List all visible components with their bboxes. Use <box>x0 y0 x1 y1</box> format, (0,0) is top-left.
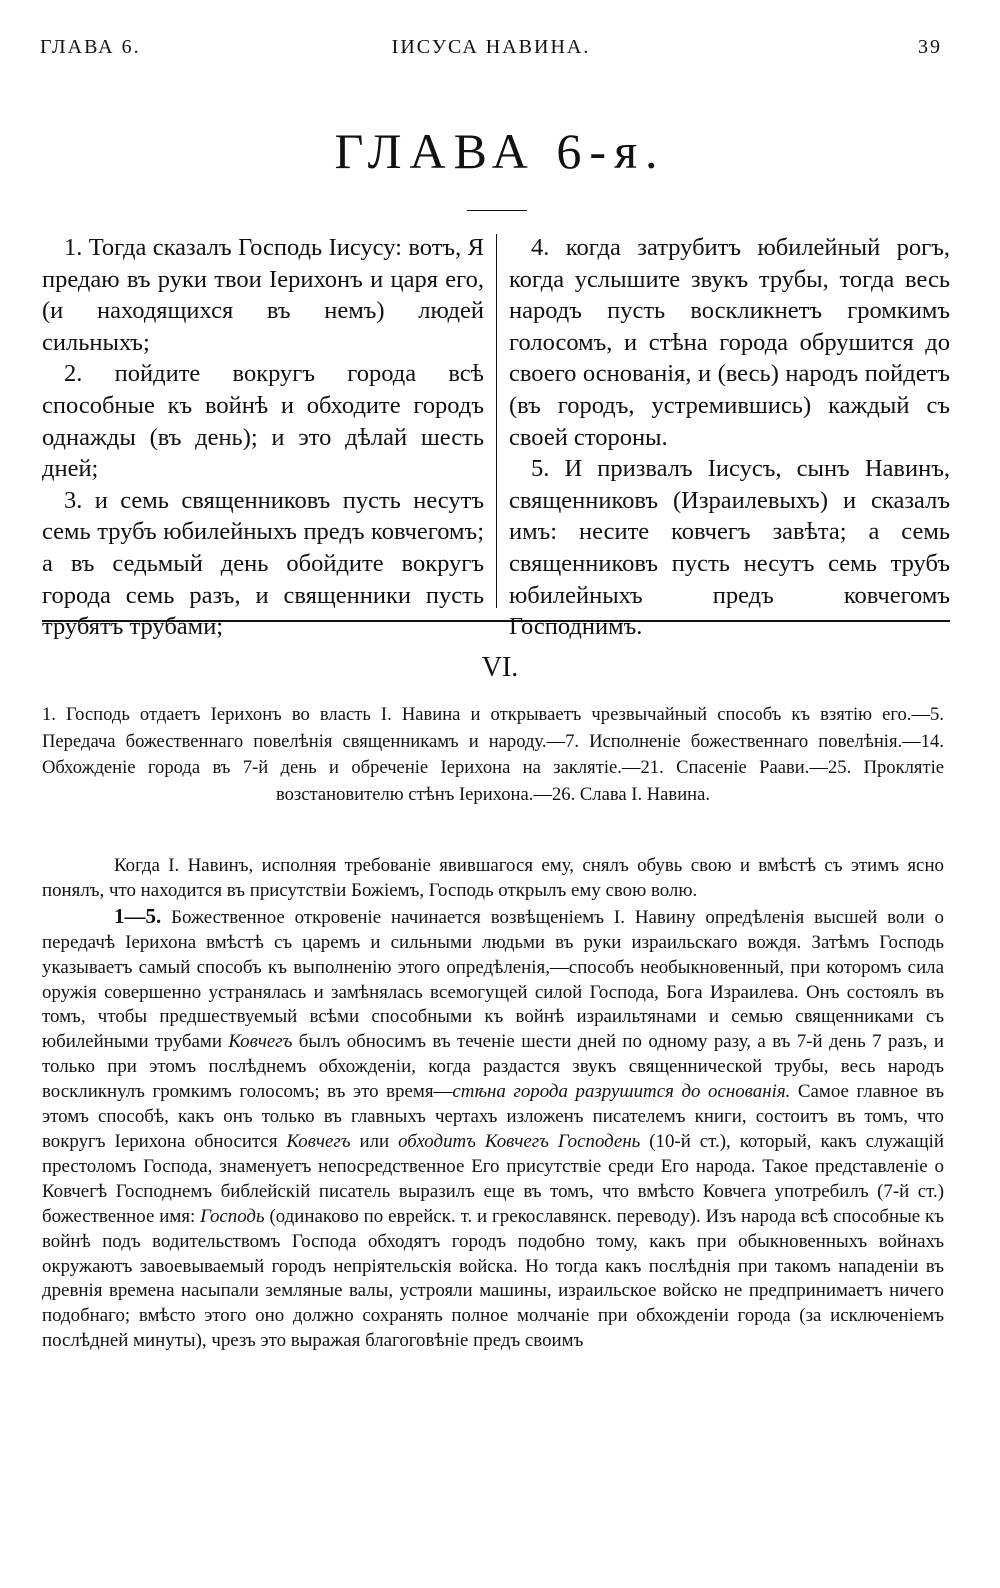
verse-reference: 1—5. <box>114 903 162 928</box>
running-head-book: ІИСУСА НАВИНА. <box>391 36 591 58</box>
title-rule <box>467 210 527 211</box>
verse-1: 1. Тогда сказалъ Господь Іисусу: вотъ, Я предаю въ руки твои Іерихонъ и царя его, (и находящихся въ немъ) людей сильныхъ; <box>42 234 484 356</box>
commentary-italic: обходитъ Ковчегъ Господень <box>398 1130 641 1152</box>
commentary-italic: Ковчегъ <box>228 1031 293 1053</box>
commentary-italic: Ковчегъ <box>286 1130 351 1152</box>
commentary-text: Самое главное въ этомъ способѣ, какъ онъ только въ главныхъ чертахъ изложенъ писателемъ книги, состоитъ въ томъ, что вокругъ Іерихона обносится <box>42 1081 945 1152</box>
commentary-intro: Когда І. Навинъ, исполняя требованіе явившагося ему, снялъ обувь свою и вмѣстѣ съ этимъ ясно понялъ, что находится въ присутствіи Божіемъ, Господь открылъ ему свою волю. <box>42 855 944 901</box>
commentary-text: (одинаково по еврейск. т. и грекославянск. переводу). Изъ народа всѣ способные къ войнѣ подъ водительствомъ Господа обходятъ городъ подобно тому, какъ при обыкновенныхъ войнахъ окружаютъ завоевываемый городъ непріятельскія войска. Но тогда какъ послѣднія при такомъ нападеніи въ древнія времена насыпали земляные валы, устрояли машины, израильское войско не предпринимаетъ ничего подобнаго; вмѣсто этого оно должно сохранять полное молчаніе при обхожденіи города (за исключеніемъ послѣдней минуты), чрезъ это выражая благоговѣніе предъ своимъ <box>42 1205 945 1352</box>
commentary-text: или <box>350 1130 399 1152</box>
running-head-chapter: ГЛАВА 6. <box>40 36 141 58</box>
scripture-columns <box>42 232 950 641</box>
section-number: VI. <box>481 652 519 683</box>
verse-5: 5. И призвалъ Іисусъ, сынъ Навинъ, священниковъ (Израилевыхъ) и сказалъ имъ: несите ковчегъ завѣта; а семь священниковъ пусть несутъ семь трубъ юбилейныхъ предъ ковчегомъ Господнимъ. <box>509 455 950 641</box>
page-number: 39 <box>918 36 942 58</box>
running-head <box>40 36 942 66</box>
chapter-summary: 1. Господь отдаетъ Іерихонъ во власть І. Навина и открываетъ чрезвычайный способъ къ взятію его.—5. Передача божественнаго повелѣнія священникамъ и народу.—7. Исполненіе божественнаго повелѣнія.—14. Обхожденіе города въ 7-й день и обреченіе Іерихона на заклятіе.—21. Спасеніе Раави.—25. Проклятіе возстановителю стѣнъ Іерихона.—26. Слава І. Навина. <box>42 704 944 805</box>
scripture-column-right <box>509 232 950 643</box>
column-divider <box>496 234 497 608</box>
verse-3: 3. и семь священниковъ пусть несутъ семь трубъ юбилейныхъ предъ ковчегомъ; а въ седьмый день обойдите вокругъ города семь разъ, и священники пусть трубятъ трубами; <box>42 486 484 641</box>
commentary-text: Божественное откровеніе начинается возвѣщеніемъ І. Навину опредѣленія высшей воли о передачѣ Іерихона вмѣстѣ съ царемъ и сильными людьми въ руки израильскаго вождя. Затѣмъ Господь указываетъ самый способъ къ выполненію этого опредѣленія,—способъ необыкновенный, при которомъ сила оружія совершенно устранялась и замѣнялась всемогущей силой Господа, Бога Израилева. Онъ состоялъ въ томъ, чтобы предшествуемый всѣми способными къ войнѣ израильтянами и семью священниками съ юбилейными трубами <box>42 906 944 1053</box>
commentary-paragraph <box>42 904 944 1354</box>
commentary-text: былъ обносимъ въ теченіе шести дней по одному разу, а въ 7-й день 7 разъ, и только при этомъ послѣднемъ обхожденіи, когда раздастся звукъ священнической трубы, весь народъ воскликнулъ громкимъ голосомъ; въ это время— <box>42 1031 944 1103</box>
commentary-italic: стѣна города разрушится до основанія. <box>452 1081 791 1103</box>
commentary-italic: Господь <box>200 1205 265 1227</box>
commentary <box>42 854 944 1354</box>
chapter-title: ГЛАВА 6-я. <box>334 123 666 179</box>
verse-4: 4. когда затрубитъ юбилейный рогъ, когда услышите звукъ трубы, тогда весь народъ пусть воскликнетъ громкимъ голосомъ, и стѣна города обрушится до своего основанія, и (весь) народъ пойдетъ (въ городъ, устремившись) каждый съ своей стороны. <box>509 234 950 451</box>
verse-2: 2. пойдите вокругъ города всѣ способные къ войнѣ и обходите городъ однажды (въ день); и это дѣлай шесть дней; <box>42 360 484 483</box>
scripture-column-left <box>42 232 484 643</box>
commentary-text: (10-й ст.), который, какъ служащій престоломъ Господа, знаменуетъ непосредственное Его присутствіе среди Его народа. Такое представленіе о Ковчегѣ Господнемъ библейскій писатель выразилъ еще въ томъ, что вмѣсто Ковчега употребилъ (7-й ст.) божественное имя: <box>42 1130 945 1227</box>
section-rule <box>42 620 950 622</box>
